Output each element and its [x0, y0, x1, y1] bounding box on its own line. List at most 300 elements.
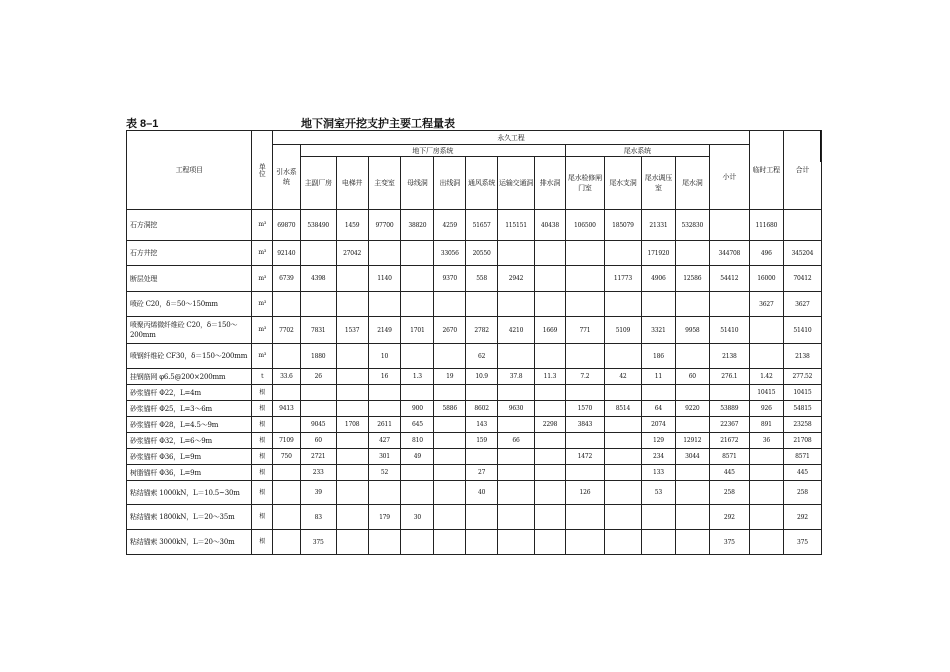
- table-row: [127, 385, 822, 401]
- row-value-cell: [336, 530, 368, 555]
- row-value-cell: [749, 317, 783, 344]
- row-value-cell: [604, 449, 641, 465]
- row-value-cell: 92140: [272, 241, 300, 266]
- row-unit: 根: [252, 385, 273, 401]
- row-value-cell: [565, 530, 604, 555]
- row-value-cell: 9958: [675, 317, 709, 344]
- row-value-cell: 129: [641, 433, 675, 449]
- row-value-cell: 3627: [783, 292, 821, 317]
- row-value-cell: 277.52: [783, 369, 821, 385]
- row-value-cell: [498, 481, 535, 505]
- row-value-cell: [604, 433, 641, 449]
- row-value-cell: 40438: [535, 210, 566, 241]
- row-value-cell: 750: [272, 449, 300, 465]
- row-value-cell: 1880: [300, 344, 336, 369]
- row-value-cell: [675, 241, 709, 266]
- row-unit: 根: [252, 505, 273, 530]
- row-value-cell: 11: [641, 369, 675, 385]
- row-value-cell: [749, 481, 783, 505]
- row-value-cell: [604, 241, 641, 266]
- table-row: [127, 317, 822, 344]
- table-row: [127, 465, 822, 481]
- row-value-cell: 2721: [300, 449, 336, 465]
- header-outlet-tunnel: 出线洞: [434, 157, 466, 210]
- row-value-cell: 39: [300, 481, 336, 505]
- row-unit: 根: [252, 433, 273, 449]
- row-value-cell: 9220: [675, 401, 709, 417]
- row-value-cell: 1708: [336, 417, 368, 433]
- row-value-cell: 21331: [641, 210, 675, 241]
- row-value-cell: [434, 449, 466, 465]
- row-value-cell: 1537: [336, 317, 368, 344]
- row-value-cell: 30: [401, 505, 434, 530]
- row-unit: m³: [252, 292, 273, 317]
- row-value-cell: 8571: [783, 449, 821, 465]
- row-value-cell: 445: [709, 465, 749, 481]
- row-value-cell: 926: [749, 401, 783, 417]
- row-value-cell: [604, 481, 641, 505]
- row-value-cell: 52: [368, 465, 401, 481]
- row-item-name: 喷钢纤维砼 CF30，δ＝150～200mm: [127, 344, 252, 369]
- row-value-cell: [535, 433, 566, 449]
- row-value-cell: [498, 417, 535, 433]
- row-value-cell: [498, 241, 535, 266]
- row-value-cell: [272, 292, 300, 317]
- row-value-cell: 51410: [783, 317, 821, 344]
- header-permanent: 永久工程: [272, 131, 749, 145]
- row-value-cell: [709, 292, 749, 317]
- row-value-cell: [336, 481, 368, 505]
- row-value-cell: 159: [466, 433, 498, 449]
- row-value-cell: [565, 385, 604, 401]
- row-value-cell: 10: [368, 344, 401, 369]
- row-value-cell: 10415: [749, 385, 783, 401]
- row-value-cell: 106500: [565, 210, 604, 241]
- row-value-cell: 4259: [434, 210, 466, 241]
- header-drainage-tunnel: 排水洞: [535, 157, 566, 210]
- row-value-cell: 538490: [300, 210, 336, 241]
- row-value-cell: [498, 385, 535, 401]
- row-value-cell: 115151: [498, 210, 535, 241]
- row-value-cell: 900: [401, 401, 434, 417]
- row-value-cell: 427: [368, 433, 401, 449]
- row-value-cell: [336, 449, 368, 465]
- row-value-cell: 345204: [783, 241, 821, 266]
- row-value-cell: 26: [300, 369, 336, 385]
- row-value-cell: [749, 449, 783, 465]
- row-value-cell: [434, 292, 466, 317]
- row-value-cell: [535, 266, 566, 292]
- row-value-cell: [368, 481, 401, 505]
- row-value-cell: [675, 292, 709, 317]
- row-value-cell: [466, 505, 498, 530]
- row-value-cell: [535, 465, 566, 481]
- header-underground-powerhouse: 地下厂房系统: [300, 145, 565, 157]
- row-value-cell: [565, 292, 604, 317]
- table-row: [127, 210, 822, 241]
- row-value-cell: 9370: [434, 266, 466, 292]
- row-value-cell: [535, 481, 566, 505]
- header-surge-chamber: 尾水调压室: [641, 157, 675, 210]
- row-value-cell: 53889: [709, 401, 749, 417]
- row-value-cell: 1.3: [401, 369, 434, 385]
- header-unit: 单位: [252, 131, 273, 210]
- row-value-cell: [336, 292, 368, 317]
- row-unit: m³: [252, 241, 273, 266]
- row-value-cell: [368, 241, 401, 266]
- row-value-cell: 36: [749, 433, 783, 449]
- row-value-cell: [401, 465, 434, 481]
- row-value-cell: 21708: [783, 433, 821, 449]
- row-value-cell: 375: [783, 530, 821, 555]
- row-item-name: 喷聚丙烯微纤维砼 C20，δ＝150～200mm: [127, 317, 252, 344]
- table-row: [127, 530, 822, 555]
- row-value-cell: 83: [300, 505, 336, 530]
- row-value-cell: [272, 385, 300, 401]
- row-value-cell: [336, 401, 368, 417]
- row-value-cell: [498, 344, 535, 369]
- row-value-cell: [401, 266, 434, 292]
- row-value-cell: 292: [783, 505, 821, 530]
- row-value-cell: [535, 292, 566, 317]
- row-value-cell: 7109: [272, 433, 300, 449]
- table-row: [127, 505, 822, 530]
- row-value-cell: [272, 505, 300, 530]
- row-value-cell: [336, 433, 368, 449]
- row-value-cell: [434, 417, 466, 433]
- row-value-cell: 64: [641, 401, 675, 417]
- row-value-cell: [498, 505, 535, 530]
- row-value-cell: 558: [466, 266, 498, 292]
- row-value-cell: [675, 465, 709, 481]
- row-unit: 根: [252, 530, 273, 555]
- row-unit: m³: [252, 266, 273, 292]
- row-value-cell: 1.42: [749, 369, 783, 385]
- row-value-cell: 60: [675, 369, 709, 385]
- row-value-cell: 20550: [466, 241, 498, 266]
- row-value-cell: 2074: [641, 417, 675, 433]
- row-value-cell: [336, 369, 368, 385]
- row-value-cell: [641, 505, 675, 530]
- row-value-cell: 10415: [783, 385, 821, 401]
- row-value-cell: 258: [783, 481, 821, 505]
- row-value-cell: 1140: [368, 266, 401, 292]
- row-value-cell: 171920: [641, 241, 675, 266]
- row-value-cell: [368, 401, 401, 417]
- header-total: 合计: [783, 131, 821, 210]
- row-unit: t: [252, 369, 273, 385]
- row-value-cell: 5109: [604, 317, 641, 344]
- row-value-cell: [749, 344, 783, 369]
- row-value-cell: 2298: [535, 417, 566, 433]
- row-value-cell: 23258: [783, 417, 821, 433]
- row-value-cell: 258: [709, 481, 749, 505]
- row-value-cell: 7831: [300, 317, 336, 344]
- row-value-cell: [749, 465, 783, 481]
- row-value-cell: [604, 465, 641, 481]
- row-value-cell: [434, 505, 466, 530]
- header-main-hall: 主副厂房: [300, 157, 336, 210]
- row-value-cell: [565, 465, 604, 481]
- row-value-cell: [336, 505, 368, 530]
- row-value-cell: 60: [300, 433, 336, 449]
- row-value-cell: 33.6: [272, 369, 300, 385]
- row-item-name: 粘结锚索 3000kN，L＝20～30m: [127, 530, 252, 555]
- row-value-cell: 70412: [783, 266, 821, 292]
- header-water-supply: 引水系统: [272, 145, 300, 210]
- row-value-cell: [675, 505, 709, 530]
- row-item-name: 挂钢筋网 φ6.5@200×200mm: [127, 369, 252, 385]
- row-value-cell: 1669: [535, 317, 566, 344]
- row-value-cell: 9045: [300, 417, 336, 433]
- row-value-cell: [434, 465, 466, 481]
- row-value-cell: [434, 530, 466, 555]
- row-value-cell: 133: [641, 465, 675, 481]
- row-value-cell: 12586: [675, 266, 709, 292]
- row-value-cell: [401, 385, 434, 401]
- row-value-cell: 2782: [466, 317, 498, 344]
- row-value-cell: 1472: [565, 449, 604, 465]
- row-value-cell: 54412: [709, 266, 749, 292]
- row-value-cell: [535, 530, 566, 555]
- row-item-name: 砂浆锚杆 Φ32，L=6～9m: [127, 433, 252, 449]
- row-value-cell: [675, 385, 709, 401]
- row-value-cell: [604, 417, 641, 433]
- row-value-cell: 12912: [675, 433, 709, 449]
- row-value-cell: [466, 530, 498, 555]
- table-row: [127, 417, 822, 433]
- row-value-cell: [272, 344, 300, 369]
- row-value-cell: [675, 344, 709, 369]
- table-row: [127, 241, 822, 266]
- row-value-cell: 33056: [434, 241, 466, 266]
- row-value-cell: 66: [498, 433, 535, 449]
- row-value-cell: [565, 433, 604, 449]
- quantity-table: [126, 130, 822, 555]
- row-value-cell: [434, 344, 466, 369]
- row-value-cell: 69870: [272, 210, 300, 241]
- row-value-cell: [709, 210, 749, 241]
- row-value-cell: 9630: [498, 401, 535, 417]
- row-value-cell: 532830: [675, 210, 709, 241]
- row-unit: m³: [252, 210, 273, 241]
- table-row: [127, 401, 822, 417]
- row-value-cell: 22367: [709, 417, 749, 433]
- row-value-cell: [604, 292, 641, 317]
- row-value-cell: 37.8: [498, 369, 535, 385]
- row-value-cell: [336, 465, 368, 481]
- row-value-cell: 6739: [272, 266, 300, 292]
- table-row: [127, 344, 822, 369]
- row-value-cell: 62: [466, 344, 498, 369]
- row-value-cell: 375: [300, 530, 336, 555]
- row-value-cell: [535, 401, 566, 417]
- row-unit: 根: [252, 449, 273, 465]
- row-value-cell: [641, 292, 675, 317]
- row-value-cell: [675, 530, 709, 555]
- table-body: [127, 210, 822, 555]
- row-item-name: 树脂锚杆 Φ36，L=9m: [127, 465, 252, 481]
- header-tailwater: 尾水系统: [565, 145, 709, 157]
- row-value-cell: 2138: [709, 344, 749, 369]
- row-value-cell: 771: [565, 317, 604, 344]
- header-tail-gate-chamber: 尾水检修闸门室: [565, 157, 604, 210]
- row-value-cell: 292: [709, 505, 749, 530]
- row-item-name: 粘结锚索 1000kN，L＝10.5~30m: [127, 481, 252, 505]
- table-row: [127, 449, 822, 465]
- row-value-cell: [434, 481, 466, 505]
- row-value-cell: 496: [749, 241, 783, 266]
- row-value-cell: [368, 292, 401, 317]
- row-value-cell: [675, 417, 709, 433]
- row-value-cell: [783, 210, 821, 241]
- row-value-cell: 27: [466, 465, 498, 481]
- header-elevator-shaft: 电梯井: [336, 157, 368, 210]
- row-value-cell: [749, 530, 783, 555]
- row-value-cell: [466, 449, 498, 465]
- row-value-cell: 27042: [336, 241, 368, 266]
- row-value-cell: [675, 481, 709, 505]
- row-value-cell: [272, 481, 300, 505]
- row-value-cell: [300, 385, 336, 401]
- row-value-cell: 3044: [675, 449, 709, 465]
- row-value-cell: 891: [749, 417, 783, 433]
- row-value-cell: 16: [368, 369, 401, 385]
- row-value-cell: [336, 344, 368, 369]
- header-temporary: 临时工程: [749, 131, 783, 210]
- row-value-cell: 3627: [749, 292, 783, 317]
- row-value-cell: 40: [466, 481, 498, 505]
- table-row: [127, 433, 822, 449]
- row-value-cell: [300, 241, 336, 266]
- row-value-cell: 51410: [709, 317, 749, 344]
- table-title: 地下洞室开挖支护主要工程量表: [301, 118, 455, 130]
- row-value-cell: 4906: [641, 266, 675, 292]
- row-value-cell: [401, 530, 434, 555]
- row-value-cell: 3321: [641, 317, 675, 344]
- table-row: [127, 292, 822, 317]
- row-value-cell: 7.2: [565, 369, 604, 385]
- row-value-cell: 8571: [709, 449, 749, 465]
- row-value-cell: 54815: [783, 401, 821, 417]
- row-value-cell: [272, 417, 300, 433]
- row-value-cell: 810: [401, 433, 434, 449]
- row-item-name: 石方洞挖: [127, 210, 252, 241]
- row-item-name: 砂浆锚杆 Φ36，L=9m: [127, 449, 252, 465]
- row-value-cell: 143: [466, 417, 498, 433]
- row-value-cell: 2942: [498, 266, 535, 292]
- row-value-cell: [498, 465, 535, 481]
- row-value-cell: 4210: [498, 317, 535, 344]
- row-value-cell: [498, 449, 535, 465]
- row-value-cell: 2670: [434, 317, 466, 344]
- right-border-line: [820, 130, 821, 162]
- row-value-cell: 301: [368, 449, 401, 465]
- row-value-cell: 233: [300, 465, 336, 481]
- row-value-cell: [466, 292, 498, 317]
- row-value-cell: [535, 505, 566, 530]
- row-value-cell: [401, 241, 434, 266]
- header-transport-tunnel: 运输交通洞: [498, 157, 535, 210]
- row-value-cell: 126: [565, 481, 604, 505]
- row-value-cell: [565, 266, 604, 292]
- table-row: [127, 266, 822, 292]
- row-value-cell: [535, 344, 566, 369]
- row-value-cell: 375: [709, 530, 749, 555]
- row-unit: 根: [252, 465, 273, 481]
- row-value-cell: [565, 344, 604, 369]
- row-value-cell: 111680: [749, 210, 783, 241]
- row-value-cell: [641, 385, 675, 401]
- row-value-cell: [434, 433, 466, 449]
- row-value-cell: [466, 385, 498, 401]
- row-value-cell: [336, 266, 368, 292]
- row-value-cell: 1459: [336, 210, 368, 241]
- header-item: 工程项目: [127, 131, 252, 210]
- row-item-name: 断层处理: [127, 266, 252, 292]
- row-value-cell: [709, 385, 749, 401]
- row-value-cell: [498, 530, 535, 555]
- row-value-cell: 186: [641, 344, 675, 369]
- row-value-cell: 19: [434, 369, 466, 385]
- row-value-cell: [604, 505, 641, 530]
- row-value-cell: 16000: [749, 266, 783, 292]
- row-value-cell: 645: [401, 417, 434, 433]
- row-item-name: 石方井挖: [127, 241, 252, 266]
- row-value-cell: 38820: [401, 210, 434, 241]
- row-value-cell: 9413: [272, 401, 300, 417]
- row-value-cell: [272, 530, 300, 555]
- row-item-name: 砂浆锚杆 Φ25，L=3～6m: [127, 401, 252, 417]
- row-item-name: 砂浆锚杆 Φ28，L=4.5～9m: [127, 417, 252, 433]
- row-value-cell: 344708: [709, 241, 749, 266]
- row-value-cell: 2138: [783, 344, 821, 369]
- header-busbar-tunnel: 母线洞: [401, 157, 434, 210]
- header-transformer: 主变室: [368, 157, 401, 210]
- row-value-cell: 11773: [604, 266, 641, 292]
- row-item-name: 喷砼 C20，δ＝50～150mm: [127, 292, 252, 317]
- row-value-cell: [641, 530, 675, 555]
- row-value-cell: [565, 505, 604, 530]
- header-ventilation: 通风系统: [466, 157, 498, 210]
- row-value-cell: 11.3: [535, 369, 566, 385]
- row-unit: 根: [252, 481, 273, 505]
- row-value-cell: [300, 292, 336, 317]
- row-value-cell: [604, 344, 641, 369]
- row-value-cell: 8602: [466, 401, 498, 417]
- row-value-cell: 42: [604, 369, 641, 385]
- row-value-cell: 2611: [368, 417, 401, 433]
- row-value-cell: 4398: [300, 266, 336, 292]
- row-value-cell: [498, 292, 535, 317]
- row-value-cell: [604, 530, 641, 555]
- row-unit: m³: [252, 344, 273, 369]
- row-value-cell: [401, 481, 434, 505]
- row-value-cell: 2149: [368, 317, 401, 344]
- table-caption: [126, 115, 822, 131]
- row-value-cell: [401, 344, 434, 369]
- row-value-cell: [368, 530, 401, 555]
- row-value-cell: 51657: [466, 210, 498, 241]
- row-value-cell: 21672: [709, 433, 749, 449]
- row-value-cell: [434, 385, 466, 401]
- header-tail-tunnel: 尾水洞: [675, 157, 709, 210]
- row-value-cell: [336, 385, 368, 401]
- table-row: [127, 481, 822, 505]
- row-value-cell: 8514: [604, 401, 641, 417]
- table-number: 表 8–1: [126, 118, 159, 130]
- row-value-cell: 97700: [368, 210, 401, 241]
